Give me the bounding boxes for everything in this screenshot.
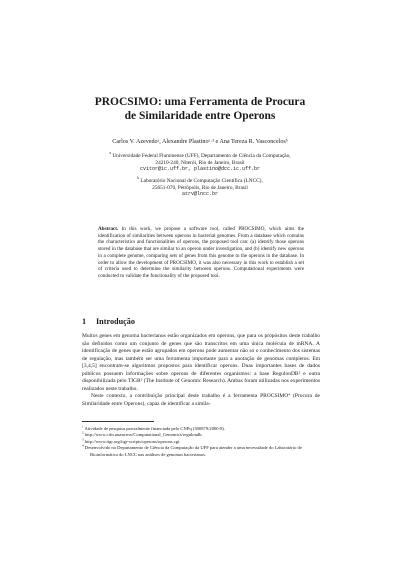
section-heading [82, 317, 135, 326]
section-number: 1 [82, 317, 87, 326]
body-paragraph-1: Muitos genes em genoma bacterianos estão organizados em operons, que para os propósitos deste trabalho são definidos como um conjunto de genes que são transcritos em uma única molécula de mRNA. A identificação de genes que estão agrupados em operons pode aumentar não só o conhecimento dos sistemas de regulação, mas também ser uma ferramenta importante para a anotação de genomas completos. Em [3,4,5] encontram-se algoritmos propostos para identificar operons. Duas importantes bases de dados públicos possuem informações sobre operons de diferentes organismos: a base RegulonDB² e outra disponibilizada pelo TIGR³ (The Institute of Genomic Research). Ambas foram utilizadas nos experimentos realizados neste trabalho. [82, 333, 320, 392]
footnote-marker: 4 [82, 443, 84, 448]
section-title: Introdução [96, 317, 135, 326]
affiliation-a-line-1 [0, 153, 400, 160]
footnote-rule [82, 421, 154, 422]
footnote-text: Atividade de pesquisa parcialmente financiada pelo CNPq (300879/2000-8). [84, 426, 226, 431]
footnote-text: http://www.tigr.org/tigr-scripts/operons/operons.cgi. [84, 438, 181, 444]
affiliation-b [0, 178, 400, 198]
author-list: Carlos V. Azevedoᵃ, Alexandre Plastinoᵃ·¹ e Ana Tereza R. Vasconcelosᵇ [112, 139, 288, 145]
affiliation-b-name: Laboratório Nacional de Computação Científica (LNCC), [140, 178, 263, 184]
body-paragraph-2: Neste contexto, a contribuição principal deste trabalho é a ferramenta PROCSIMO⁴ (Procura de Similaridade entre Operons), capaz de identificar a simila- [82, 393, 320, 407]
body-text [82, 333, 320, 408]
footnote-marker: 3 [82, 437, 84, 442]
affiliation-b-line-1 [0, 178, 400, 185]
affiliation-a [0, 153, 400, 173]
abstract-text: In this work, we propose a software tool, called PROCSIMO, which aims the identification of similarities between operons in bacterial genomes. From a database which contains the characteristics and functionalities of operons, the proposed tool can: (a) identify those operons stored in the database that are similar to an operon under investigation, and (b) identify new operons in a complete genome, comparing sets of genes from this genome to the operons in the database. In order to allow the development of PROCSIMO, it was also necessary in this work to establish a set of criteria used to determine the similarity between operons. Computational experiments were conducted to validate the functionality of the proposed tool. [98, 226, 304, 279]
paper-title-line-2: de Similaridade entre Operons [124, 110, 276, 122]
affiliation-b-email: atrv@lncc.br [181, 191, 218, 198]
footnote-text: Desenvolvido no Departamento de Ciência da Computação da UFF para atender a uma necessidade do Laboratório de Bioinformática do LNCC nas análises de genomas bacterianos. [84, 445, 302, 457]
affiliation-a-emails: cvitor@ic.uff.br, plastino@dcc.ic.uff.br [139, 166, 261, 173]
abstract-label: Abstract. [98, 226, 119, 232]
footnote-marker: 1 [82, 424, 84, 429]
affiliation-a-address: 24210-240, Niterói, Rio de Janeiro, Brasil [155, 159, 245, 166]
affiliation-b-marker: b [137, 176, 140, 181]
affiliation-b-address: 25651-070, Petrópolis, Rio de Janeiro, Brasil [152, 184, 248, 191]
footnote-marker: 2 [82, 430, 84, 435]
footnotes [82, 426, 320, 458]
affiliation-a-marker: a [109, 151, 112, 156]
paper-title-line-1: PROCSIMO: uma Ferramenta de Procura [94, 96, 306, 108]
abstract [98, 226, 304, 280]
affiliation-a-name: Universidade Federal Fluminense (UFF), Departamento de Ciência da Computação, [112, 153, 291, 159]
footnote-text: http://www.cifn.unam.mx/Computational_Genomics/regulondb. [84, 432, 203, 438]
footnote-4 [82, 445, 320, 458]
